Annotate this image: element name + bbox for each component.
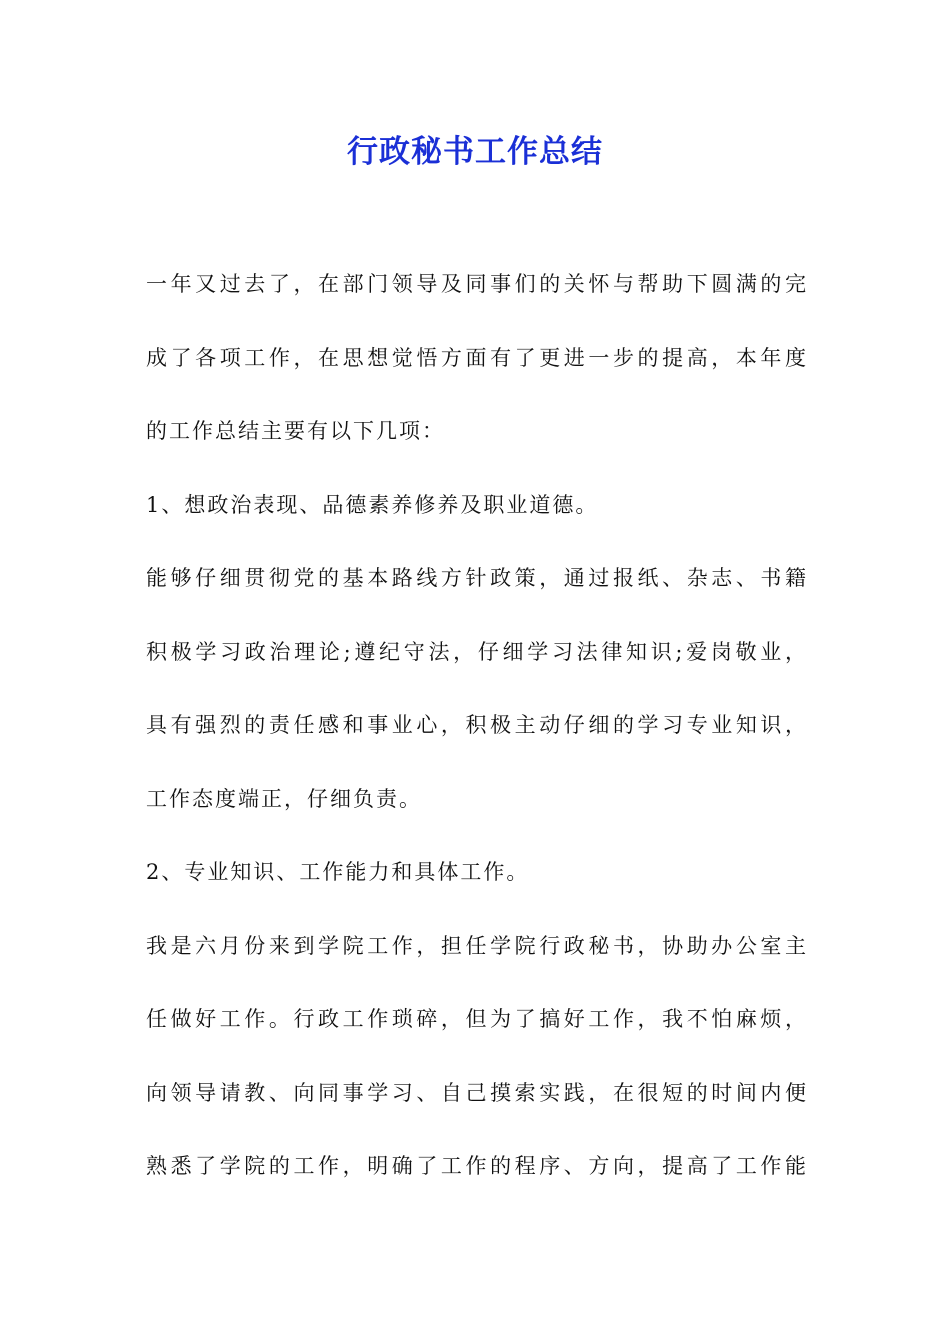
body-line-10: 我是六月份来到学院工作，担任学院行政秘书，协助办公室主 <box>146 933 806 958</box>
body-line-2: 成了各项工作，在思想觉悟方面有了更进一步的提高，本年度 <box>146 345 806 370</box>
body-line-6: 积极学习政治理论;遵纪守法，仔细学习法律知识;爱岗敬业， <box>146 639 806 664</box>
body-line-7: 具有强烈的责任感和事业心，积极主动仔细的学习专业知识， <box>146 713 806 737</box>
body-line-12: 向领导请教、向同事学习、自己摸索实践，在很短的时间内便 <box>146 1080 806 1105</box>
document-title: 行政秘书工作总结 <box>347 134 603 170</box>
body-line-11: 任做好工作。行政工作琐碎，但为了搞好工作，我不怕麻烦， <box>146 1007 806 1031</box>
body-line-3: 的工作总结主要有以下几项： <box>146 419 445 443</box>
body-line-1: 一年又过去了，在部门领导及同事们的关怀与帮助下圆满的完 <box>146 272 806 296</box>
body-line-13: 熟悉了学院的工作，明确了工作的程序、方向，提高了工作能 <box>146 1154 806 1178</box>
body-line-5: 能够仔细贯彻党的基本路线方针政策，通过报纸、杂志、书籍 <box>146 566 806 590</box>
body-line-8: 工作态度端正，仔细负责。 <box>146 786 422 811</box>
document-body <box>146 262 806 1218</box>
section-heading-1: 1、想政治表现、品德素养修养及职业道德。 <box>146 492 599 517</box>
section-heading-2: 2、专业知识、工作能力和具体工作。 <box>146 860 530 884</box>
